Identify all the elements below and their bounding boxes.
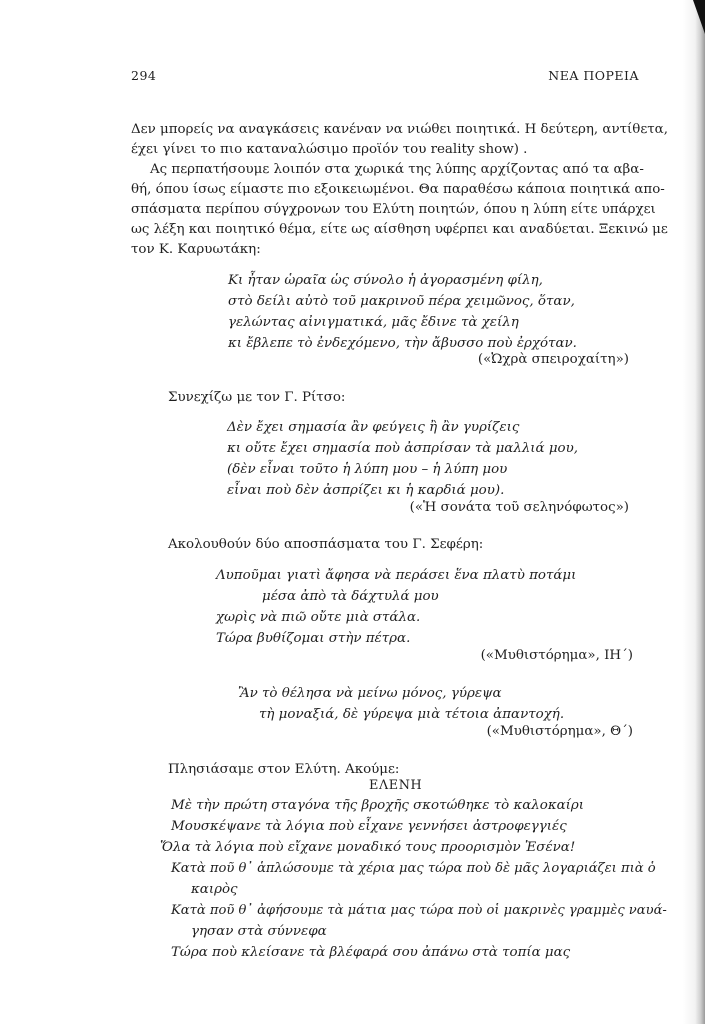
poem-line: στὸ δείλι αὐτὸ τοῦ μακρινοῦ πέρα χειμῶνος, ὅταν,: [228, 294, 575, 309]
poem-line: κι ἔβλεπε τὸ ἐνδεχόμενο, τὴν ἄβυσσο ποὺ ἐρχόταν.: [228, 336, 577, 351]
poem-line: Κι ἦταν ὡραῖα ὡς σύνολο ἡ ἀγορασμένη φίλη,: [228, 273, 543, 288]
corner-mark: [693, 0, 705, 34]
intro-line: τον Κ. Καρυωτάκη:: [131, 242, 261, 257]
poem-line: Λυποῦμαι γιατὶ ἄφησα νὰ περάσει ἕνα πλατὺ ποτάμι: [216, 568, 577, 583]
poem-source: («Ἡ σονάτα τοῦ σεληνόφωτος»): [409, 500, 629, 515]
poem-line: μέσα ἀπὸ τὰ δάχτυλά μου: [262, 589, 439, 604]
section-intro: Ακολουθούν δύο αποσπάσματα του Γ. Σεφέρη:: [168, 537, 484, 552]
intro-line: έχει γίνει το πιο καταναλώσιμο προϊόν του reality show) .: [131, 142, 528, 157]
poem-line: κι οὔτε ἔχει σημασία ποὺ ἀσπρίσαν τὰ μαλλιά μου,: [227, 441, 579, 456]
intro-line: θή, όπου ίσως είμαστε πιο εξοικειωμένοι. Θα παραθέσω κάποια ποιητικά απο-: [131, 182, 665, 197]
poem-line: Κατὰ ποῦ θ᾽ ἁπλώσουμε τὰ χέρια μας τώρα ποὺ δὲ μᾶς λογαριάζει πιὰ ὁ: [171, 861, 656, 876]
intro-line: σπάσματα περίπου σύγχρονων του Ελύτη ποιητών, όπου η λύπη είτε υπάρχει: [131, 202, 656, 217]
poem-line: γησαν στὰ σύννεφα: [191, 924, 327, 939]
intro-line: Δεν μπορείς να αναγκάσεις κανέναν να νιώθει ποιητικά. Η δεύτερη, αντίθετα,: [131, 122, 668, 137]
poem-line: χωρὶς νὰ πιῶ οὔτε μιὰ στάλα.: [216, 610, 421, 625]
intro-line: ως λέξη και ποιητικό θέμα, είτε ως αίσθηση υφέρπει και αναδύεται. Ξεκινώ με: [131, 222, 668, 237]
poem-line: Ὅλα τὰ λόγια ποὺ εἴχανε μοναδικό τους προορισμὸν Ἐσένα!: [160, 840, 576, 855]
poem-title: ΕΛΕΝΗ: [369, 778, 423, 793]
intro-line: Ας περπατήσουμε λοιπόν στα χωρικά της λύπης αρχίζοντας από τα αβα-: [150, 162, 644, 177]
poem-line: καιρὸς: [191, 882, 238, 897]
poem-line: γελώντας αἰνιγματικά, μᾶς ἔδινε τὰ χείλη: [228, 315, 519, 330]
poem-line: Τώρα ποὺ κλείσανε τὰ βλέφαρά σου ἀπάνω στὰ τοπία μας: [171, 945, 571, 960]
poem-source: («Μυθιστόρημα», Θ΄): [486, 724, 633, 739]
poem-source: («Μυθιστόρημα», ΙΗ΄): [480, 648, 633, 663]
poem-line: Τώρα βυθίζομαι στὴν πέτρα.: [216, 631, 411, 646]
poem-line: Μουσκέψανε τὰ λόγια ποὺ εἶχανε γεννήσει ἀστροφεγγιές: [171, 819, 567, 834]
poem-line: (δὲν εἶναι τοῦτο ἡ λύπη μου – ἡ λύπη μου: [227, 462, 508, 477]
page-number: 294: [131, 68, 157, 83]
page-edge-shadow: [683, 0, 705, 1024]
poem-source: («Ὠχρὰ σπειροχαίτη»): [477, 352, 629, 367]
section-intro: Πλησιάσαμε στον Ελύτη. Ακούμε:: [168, 762, 400, 777]
poem-line: τὴ μοναξιά, δὲ γύρεψα μιὰ τέτοια ἀπαντοχή.: [259, 707, 565, 722]
poem-line: εἶναι ποὺ δὲν ἀσπρίζει κι ἡ καρδιά μου).: [227, 483, 505, 498]
poem-line: Κατὰ ποῦ θ᾽ ἀφήσουμε τὰ μάτια μας τώρα ποὺ οἱ μακρινὲς γραμμὲς ναυά-: [171, 903, 667, 918]
poem-line: Μὲ τὴν πρώτη σταγόνα τῆς βροχῆς σκοτώθηκε τὸ καλοκαίρι: [171, 798, 585, 813]
poem-line: Δὲν ἔχει σημασία ἂν φεύγεις ἢ ἂν γυρίζεις: [227, 420, 520, 435]
section-intro: Συνεχίζω με τον Γ. Ρίτσο:: [168, 390, 346, 405]
running-title: ΝΕΑ ΠΟΡΕΙΑ: [548, 68, 639, 83]
poem-line: Ἂν τὸ θέλησα νὰ μείνω μόνος, γύρεψα: [238, 686, 502, 701]
